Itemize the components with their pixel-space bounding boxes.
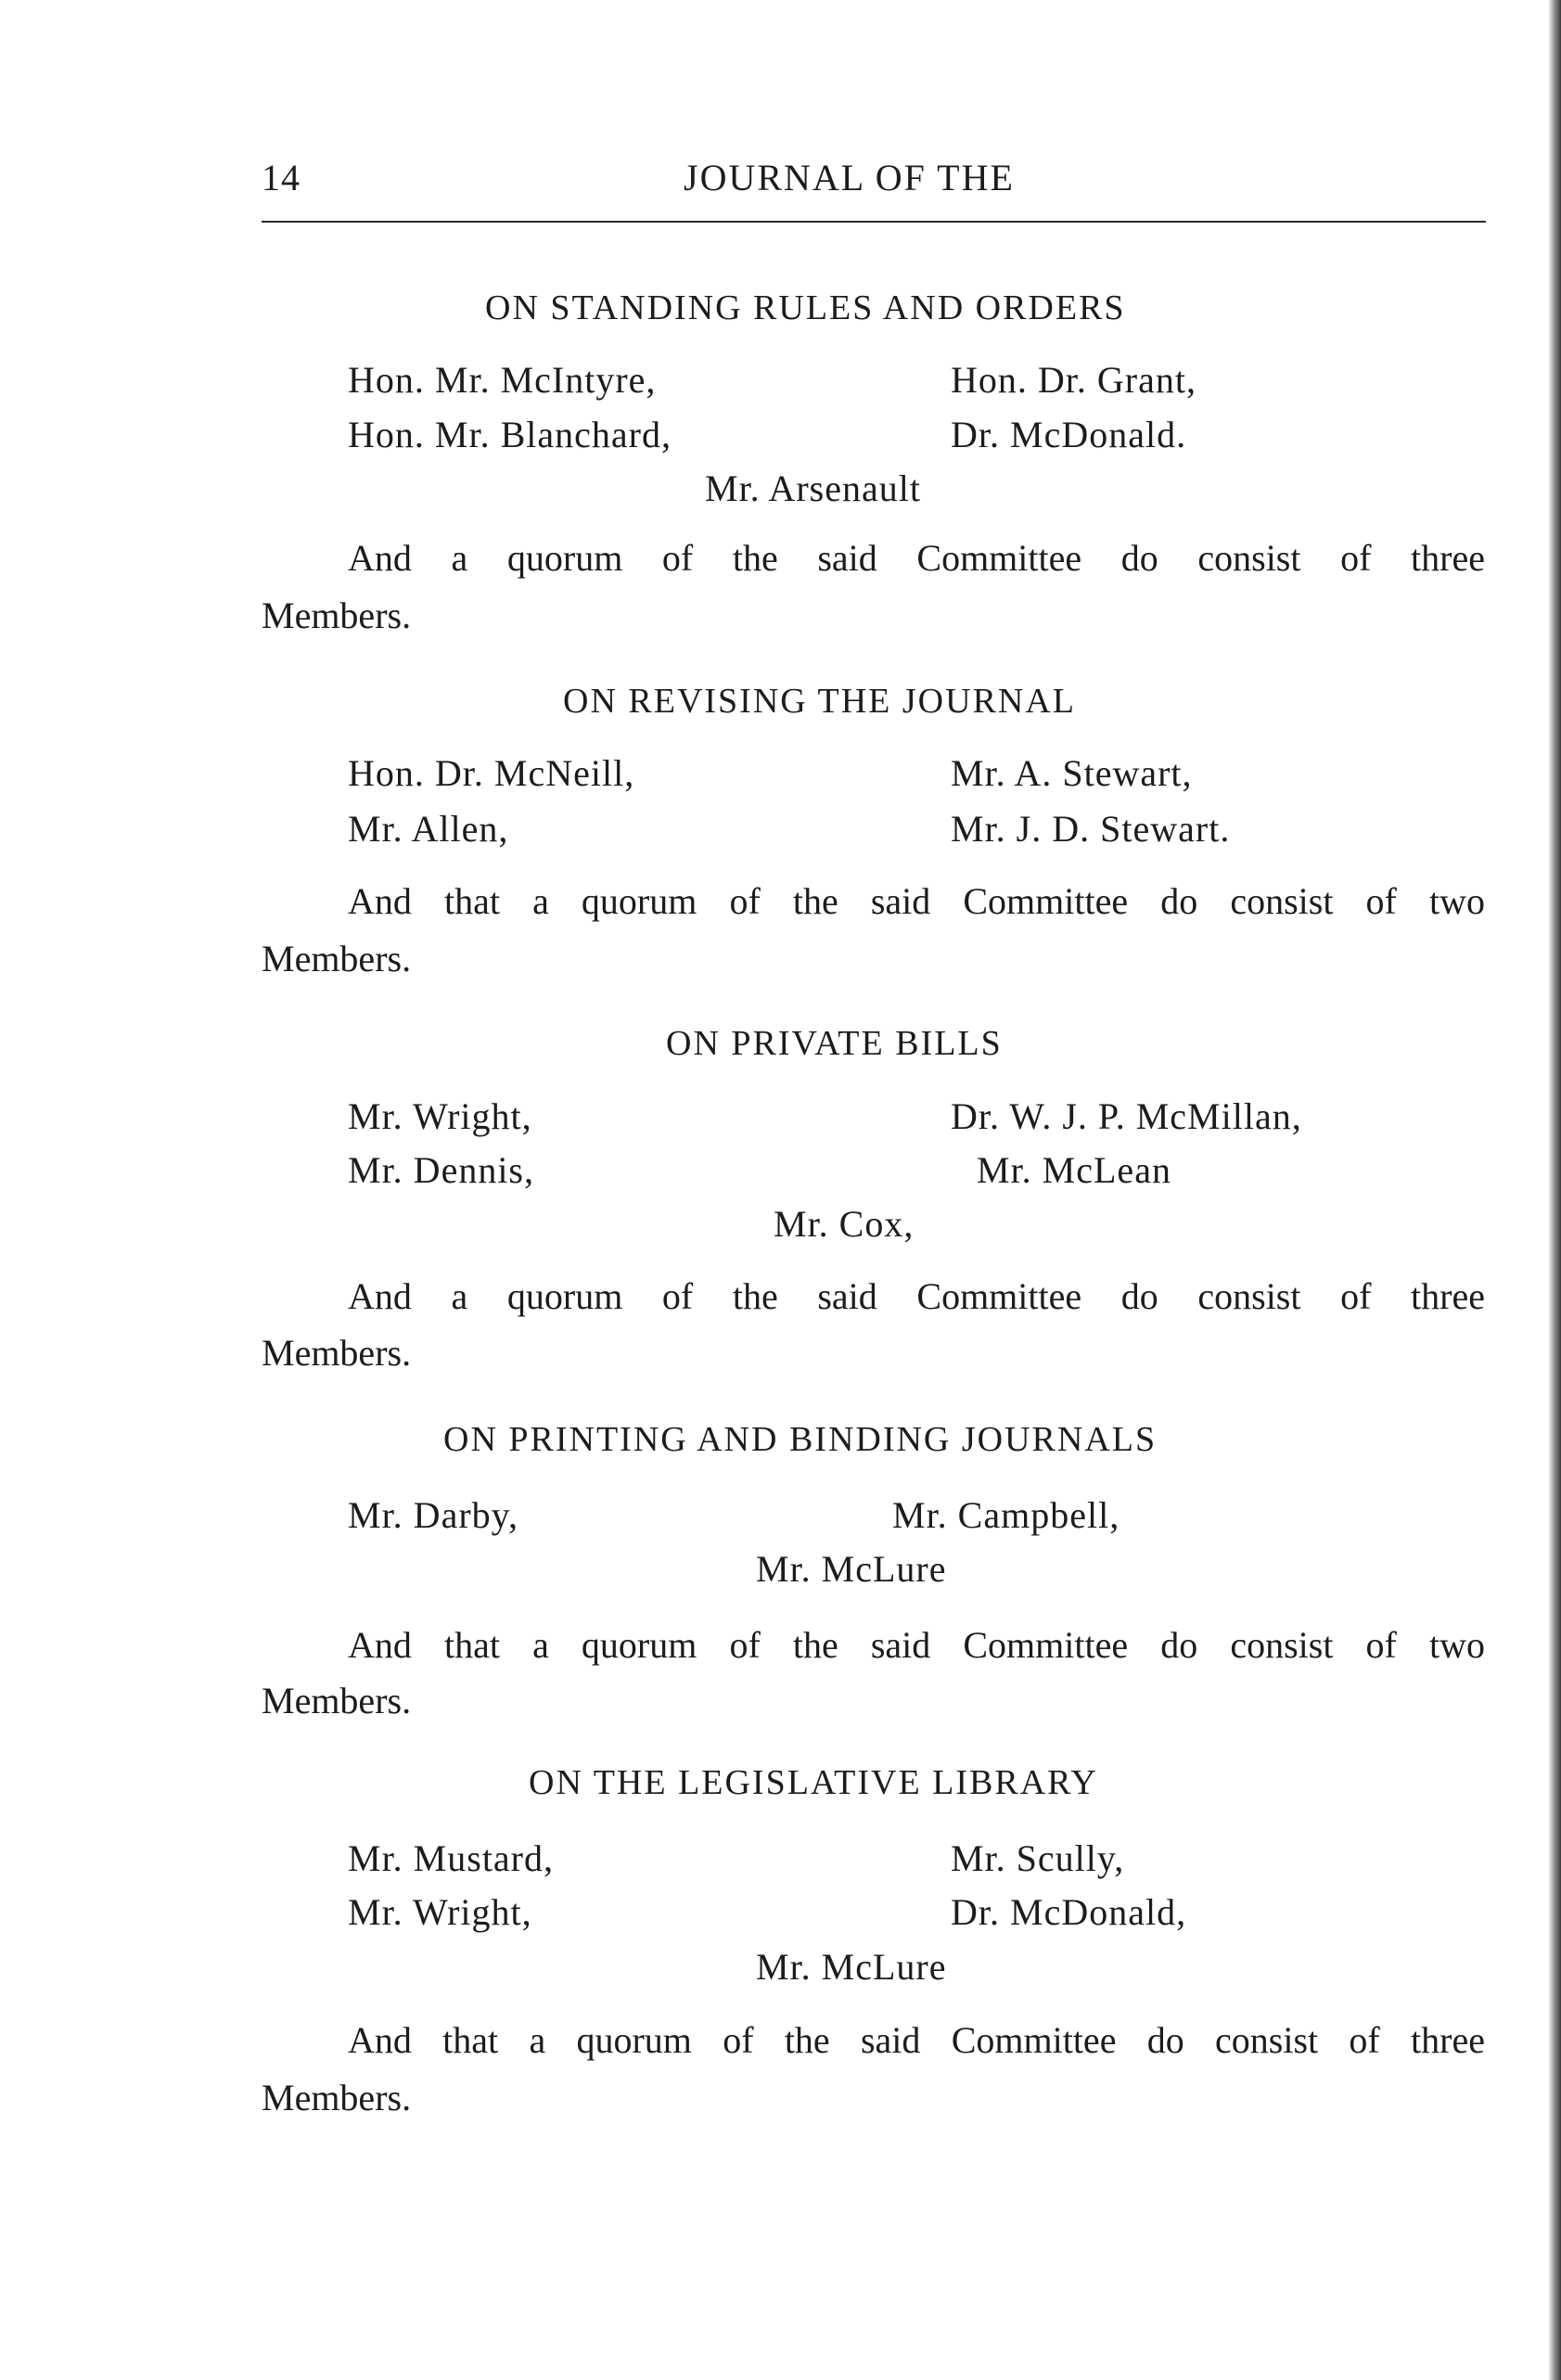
section-heading-legislative-library: ON THE LEGISLATIVE LIBRARY (529, 1763, 1098, 1802)
member-name: Mr. Mustard, (348, 1837, 554, 1879)
quorum-word: a (532, 1624, 549, 1666)
quorum-word: said (817, 1275, 877, 1317)
quorum-word: said (870, 880, 931, 922)
quorum-word: that (443, 1624, 500, 1666)
quorum-word: consist (1197, 537, 1301, 579)
quorum-word: of (1349, 2019, 1380, 2061)
quorum-word: a (451, 1275, 468, 1317)
quorum-word: the (784, 2019, 830, 2061)
quorum-line (348, 1274, 1485, 1318)
member-name: Hon. Mr. Blanchard, (348, 414, 672, 455)
quorum-word: consist (1197, 1275, 1301, 1317)
quorum-word: do (1146, 2019, 1184, 2061)
quorum-line-end: Members. (262, 938, 412, 979)
quorum-word: said (817, 537, 877, 579)
quorum-line (348, 1623, 1485, 1667)
quorum-word: of (729, 880, 761, 922)
quorum-word: the (732, 1275, 778, 1317)
quorum-word: do (1120, 1275, 1158, 1317)
section-heading-standing-rules: ON STANDING RULES AND ORDERS (485, 288, 1126, 327)
quorum-word: And (348, 880, 412, 922)
quorum-word: quorum (506, 537, 623, 579)
quorum-word: do (1160, 1624, 1198, 1666)
quorum-word: of (723, 2019, 754, 2061)
member-name: Mr. J. D. Stewart. (951, 808, 1231, 850)
quorum-word: of (1365, 1624, 1397, 1666)
member-name: Hon. Mr. McIntyre, (348, 359, 657, 401)
member-name: Mr. McLean (977, 1149, 1171, 1191)
quorum-word: Committee (951, 2019, 1117, 2061)
quorum-word: Committee (916, 1275, 1082, 1317)
quorum-word: a (451, 537, 468, 579)
quorum-word: quorum (576, 2019, 692, 2061)
quorum-line (348, 2018, 1485, 2062)
quorum-word: said (870, 1624, 931, 1666)
quorum-line-end: Members. (262, 595, 412, 636)
quorum-word: of (661, 537, 694, 579)
member-name: Mr. Dennis, (348, 1149, 534, 1191)
quorum-word: consist (1215, 2019, 1319, 2061)
quorum-word: do (1120, 537, 1158, 579)
quorum-line-end: Members. (262, 1332, 412, 1374)
quorum-word: three (1411, 1275, 1485, 1317)
running-header (262, 156, 1488, 211)
quorum-word: Committee (916, 537, 1082, 579)
quorum-word: a (529, 2019, 546, 2061)
member-name: Mr. McLure (756, 1946, 947, 1988)
quorum-line (348, 536, 1485, 580)
member-name: Dr. W. J. P. McMillan, (951, 1095, 1302, 1137)
quorum-line (348, 879, 1485, 923)
section-heading-revising-journal: ON REVISING THE JOURNAL (563, 682, 1077, 721)
member-name: Hon. Dr. Grant, (951, 359, 1196, 401)
quorum-word: consist (1230, 1624, 1334, 1666)
quorum-word: Committee (963, 1624, 1129, 1666)
quorum-word: the (792, 1624, 838, 1666)
quorum-word: a (532, 880, 549, 922)
quorum-word: that (443, 880, 500, 922)
quorum-word: quorum (581, 880, 697, 922)
quorum-word: quorum (581, 1624, 697, 1666)
member-name: Mr. Scully, (951, 1837, 1125, 1879)
member-name: Mr. Arsenault (705, 467, 921, 509)
page-edge-shadow (1548, 0, 1561, 2380)
quorum-word: of (1340, 537, 1372, 579)
quorum-word: And (348, 1624, 412, 1666)
quorum-word: three (1411, 537, 1485, 579)
quorum-line-end: Members. (262, 2077, 412, 2118)
member-name: Mr. Wright, (348, 1095, 532, 1137)
quorum-word: of (661, 1275, 694, 1317)
quorum-word: And (348, 537, 412, 579)
quorum-word: Committee (963, 880, 1129, 922)
quorum-word: that (442, 2019, 499, 2061)
quorum-word: two (1428, 1624, 1485, 1666)
quorum-word: And (348, 1275, 412, 1317)
quorum-word: quorum (506, 1275, 623, 1317)
member-name: Hon. Dr. McNeill, (348, 752, 635, 794)
member-name: Mr. Wright, (348, 1891, 532, 1933)
quorum-word: said (860, 2019, 921, 2061)
member-name: Mr. Darby, (348, 1494, 519, 1536)
member-name: Dr. McDonald. (951, 414, 1187, 455)
quorum-word: the (732, 537, 778, 579)
member-name: Mr. Cox, (774, 1203, 915, 1245)
member-name: Mr. McLure (756, 1548, 947, 1590)
quorum-word: do (1160, 880, 1198, 922)
member-name: Mr. Campbell, (892, 1494, 1120, 1536)
section-heading-printing-binding: ON PRINTING AND BINDING JOURNALS (443, 1420, 1158, 1459)
quorum-line-end: Members. (262, 1680, 412, 1721)
quorum-word: of (1340, 1275, 1372, 1317)
header-rule (262, 221, 1486, 223)
page-number: 14 (262, 157, 301, 198)
quorum-word: consist (1230, 880, 1334, 922)
quorum-word: of (1365, 880, 1397, 922)
quorum-word: And (348, 2019, 412, 2061)
section-heading-private-bills: ON PRIVATE BILLS (666, 1024, 1003, 1063)
quorum-word: three (1411, 2019, 1485, 2061)
quorum-word: the (792, 880, 838, 922)
member-name: Mr. A. Stewart, (951, 752, 1193, 794)
quorum-word: of (729, 1624, 761, 1666)
member-name: Dr. McDonald, (951, 1891, 1187, 1933)
running-title: JOURNAL OF THE (684, 157, 1015, 198)
member-name: Mr. Allen, (348, 808, 509, 850)
quorum-word: two (1428, 880, 1485, 922)
